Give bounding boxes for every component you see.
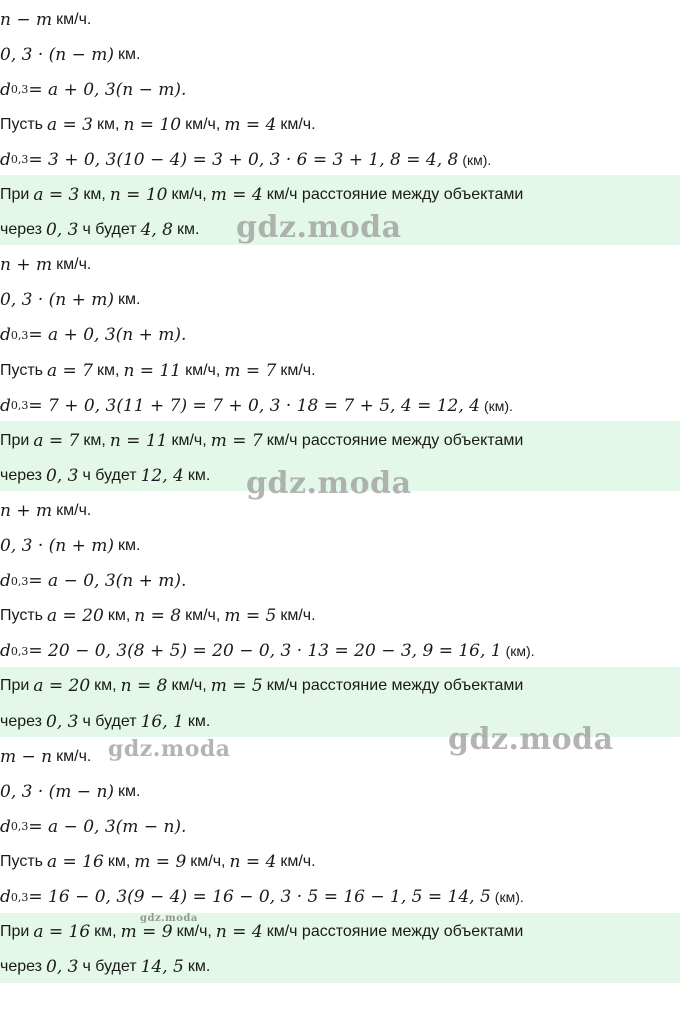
math-expression: n = 11 [123, 360, 182, 381]
text: через [0, 221, 43, 239]
formula-subscript: 0,3 [10, 890, 29, 904]
formula-subscript: 0,3 [10, 820, 29, 834]
math-expression: = a + 0, 3(n − m). [28, 79, 187, 100]
text: км. [118, 45, 141, 63]
text: км. [177, 221, 200, 239]
math-expression: n = 8 [120, 676, 168, 697]
text: (км). [483, 397, 513, 414]
math-expression: m = 9 [120, 922, 173, 943]
text: ч будет [82, 958, 137, 976]
math-expression: d [0, 571, 11, 592]
text: (км). [494, 889, 524, 905]
text: ч будет [82, 221, 137, 239]
text: км/ч. [56, 747, 92, 765]
math-expression: = a − 0, 3(n + m). [28, 571, 187, 592]
text: км, [94, 923, 117, 941]
math-expression: d [0, 641, 11, 662]
answer-line-2 [0, 213, 680, 248]
distance-line [0, 283, 680, 318]
text: км. [118, 291, 141, 309]
math-expression: = a − 0, 3(m − n). [28, 816, 187, 837]
math-expression: 0, 3 · (n − m) [0, 44, 115, 65]
watermark: gdz.moda [108, 736, 231, 762]
math-expression: m = 7 [224, 360, 277, 381]
math-expression: m = 5 [210, 676, 263, 697]
text: км, [97, 115, 120, 133]
math-expression: d [0, 395, 11, 416]
answer-line [0, 178, 680, 213]
math-expression: 0, 3 [46, 465, 79, 486]
math-expression: m = 4 [224, 114, 277, 135]
text: км/ч, [185, 607, 221, 625]
text: км/ч расстояние между объектами [266, 677, 524, 695]
math-expression: a = 20 [46, 606, 104, 627]
text: км/ч расстояние между объектами [266, 923, 524, 941]
math-expression: a = 3 [33, 185, 80, 205]
math-expression: m = 5 [224, 606, 277, 627]
formula-subscript: 0,3 [10, 644, 29, 658]
text: км, [107, 852, 131, 870]
text: км. [118, 782, 141, 800]
math-expression: 0, 3 · (m − n) [0, 781, 115, 802]
text: ч будет [82, 466, 137, 484]
calc-line [0, 880, 680, 915]
text: км. [187, 712, 211, 730]
math-expression: 0, 3 · (n + m) [0, 290, 115, 311]
speed-line [0, 2, 680, 37]
text: км/ч. [280, 115, 316, 133]
math-expression: = 3 + 0, 3(10 − 4) = 3 + 0, 3 · 6 = 3 + 1, 8 = 4, 8 [28, 149, 459, 170]
calc-line [0, 142, 680, 177]
formula-line [0, 809, 680, 844]
speed-line [0, 739, 680, 774]
math-expression: 4, 8 [140, 220, 174, 241]
text: Пусть [0, 361, 43, 379]
answer-line [0, 915, 680, 950]
speed-line [0, 248, 680, 283]
math-expression: a = 3 [46, 114, 93, 135]
math-expression: 0, 3 [46, 957, 79, 978]
text: км/ч. [280, 852, 316, 870]
distance-line [0, 529, 680, 564]
watermark: gdz.moda [246, 466, 412, 501]
text: км/ч. [280, 361, 316, 379]
answer-line-2 [0, 950, 680, 985]
distance-line [0, 774, 680, 809]
math-expression: 0, 3 · (n + m) [0, 536, 115, 556]
let-line [0, 107, 680, 142]
math-expression: m = 4 [210, 185, 263, 205]
text: км/ч, [185, 361, 221, 379]
math-expression: 16, 1 [140, 711, 184, 732]
text: через [0, 466, 43, 484]
math-expression: n = 4 [215, 922, 263, 943]
text: км/ч, [171, 186, 207, 203]
watermark: gdz.moda [140, 913, 198, 924]
answer-line [0, 669, 680, 704]
calc-line [0, 388, 680, 423]
math-expression: = 16 − 0, 3(9 − 4) = 16 − 0, 3 · 5 = 16 − 1, 5 = 14, 5 [28, 887, 491, 907]
text: км/ч, [171, 677, 207, 695]
math-expression: a = 16 [46, 851, 104, 872]
math-expression: 12, 4 [140, 465, 184, 486]
text: При [0, 186, 30, 203]
math-expression: n = 8 [134, 606, 182, 627]
text: (км). [505, 643, 535, 660]
formula-subscript: 0,3 [10, 83, 29, 97]
watermark: gdz.moda [448, 722, 614, 757]
math-expression: m = 7 [210, 430, 263, 451]
math-expression: m − n [0, 746, 53, 767]
formula-subscript: 0,3 [10, 574, 29, 588]
text: ч будет [82, 712, 137, 730]
math-expression: a = 7 [33, 430, 80, 451]
speed-line [0, 493, 680, 528]
math-expression: d [0, 887, 11, 907]
watermark: gdz.moda [236, 210, 402, 245]
text: км/ч. [56, 256, 92, 274]
text: При [0, 431, 30, 449]
formula-line [0, 318, 680, 353]
text: км. [118, 537, 141, 554]
math-expression: 0, 3 [46, 220, 79, 241]
text: км, [94, 677, 117, 695]
math-expression: n = 11 [109, 430, 168, 451]
math-expression: n + m [0, 255, 53, 276]
math-expression: d [0, 816, 11, 837]
formula-line [0, 72, 680, 107]
text: Пусть [0, 115, 43, 133]
answer-line [0, 423, 680, 458]
text: км/ч. [56, 10, 92, 28]
text: км/ч, [190, 852, 226, 870]
math-expression: n = 4 [229, 851, 277, 872]
text: км. [187, 958, 211, 976]
text: через [0, 958, 43, 976]
let-line [0, 844, 680, 879]
text: км/ч расстояние между объектами [266, 186, 524, 203]
let-line [0, 599, 680, 634]
math-expression: = 20 − 0, 3(8 + 5) = 20 − 0, 3 · 13 = 20 − 3, 9 = 16, 1 [28, 641, 502, 662]
answer-line-2 [0, 704, 680, 739]
text: через [0, 712, 43, 730]
answer-line-2 [0, 458, 680, 493]
distance-line [0, 37, 680, 72]
text: При [0, 677, 30, 695]
formula-line [0, 564, 680, 599]
math-expression: n = 10 [109, 185, 168, 205]
text: При [0, 923, 30, 941]
formula-subscript: 0,3 [10, 399, 29, 413]
math-expression: d [0, 325, 11, 346]
text: км/ч. [280, 607, 316, 625]
text: км, [83, 431, 106, 449]
math-expression: 0, 3 [46, 711, 79, 732]
math-expression: n = 10 [123, 114, 182, 135]
math-expression: = a + 0, 3(n + m). [28, 325, 187, 346]
math-expression: n − m [0, 9, 53, 30]
math-expression: a = 7 [46, 360, 93, 381]
text: км/ч расстояние между объектами [266, 431, 524, 449]
math-expression: a = 16 [33, 922, 91, 943]
math-expression: a = 20 [33, 676, 91, 697]
text: (км). [462, 151, 492, 168]
text: км, [83, 186, 106, 203]
text: Пусть [0, 852, 43, 870]
calc-line [0, 634, 680, 669]
math-expression: n + m [0, 500, 53, 521]
text: км. [187, 466, 211, 484]
text: км, [107, 607, 131, 625]
math-expression: m = 9 [134, 851, 187, 872]
math-expression: d [0, 79, 11, 100]
text: Пусть [0, 607, 43, 625]
text: км/ч, [171, 431, 207, 449]
math-expression: = 7 + 0, 3(11 + 7) = 7 + 0, 3 · 18 = 7 + 5, 4 = 12, 4 [28, 395, 480, 416]
let-line [0, 353, 680, 388]
math-expression: 14, 5 [140, 957, 184, 978]
text: км/ч. [56, 501, 92, 519]
formula-subscript: 0,3 [10, 153, 29, 167]
text: км, [97, 361, 120, 379]
text: км/ч, [185, 115, 221, 133]
math-expression: d [0, 149, 11, 170]
text: км/ч, [176, 923, 212, 941]
formula-subscript: 0,3 [10, 328, 29, 342]
